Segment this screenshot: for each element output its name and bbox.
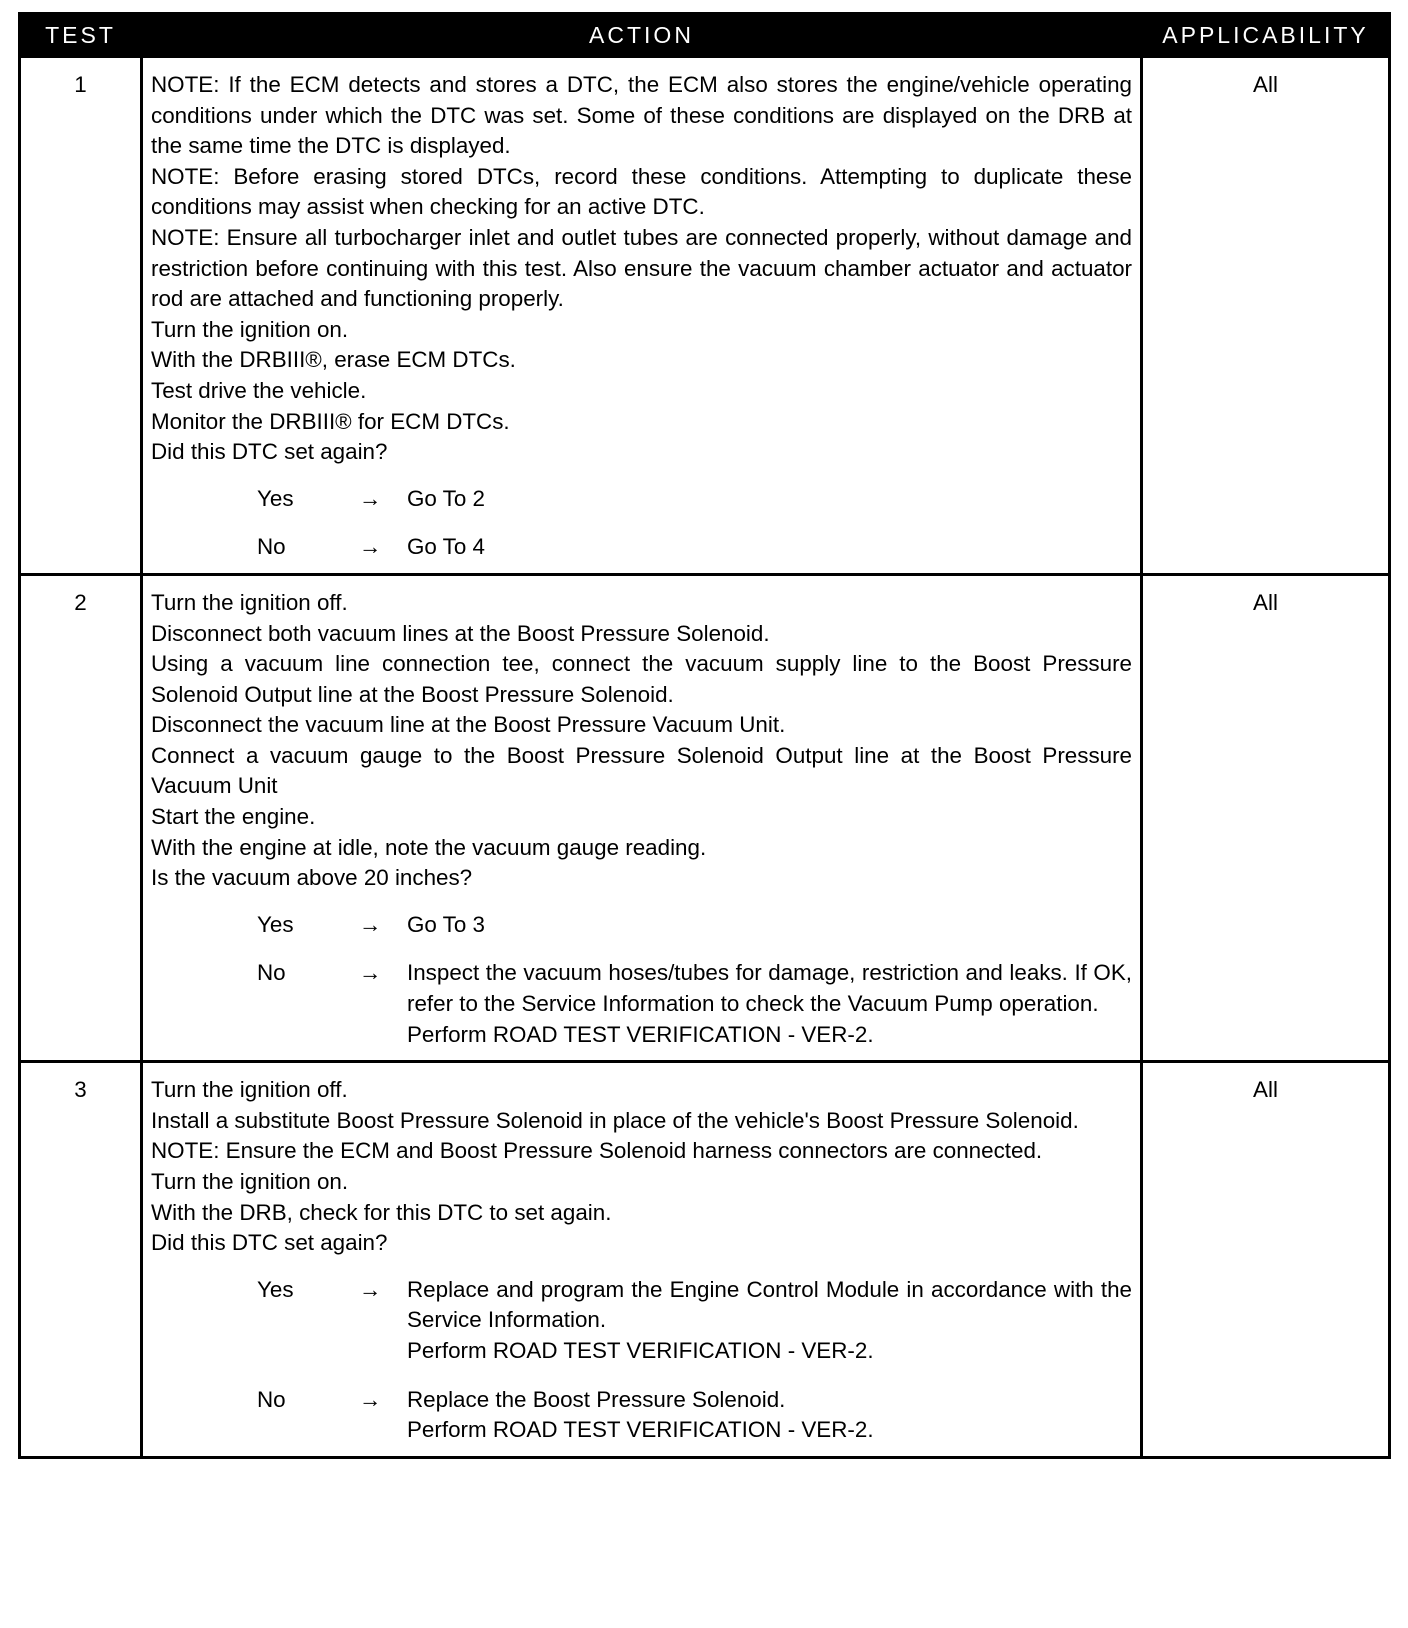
applicability-value: All (1142, 57, 1390, 575)
branch-no (151, 958, 1132, 1050)
action-line: Did this DTC set again? (151, 1230, 388, 1256)
action-line: Turn the ignition off. (151, 1077, 348, 1103)
test-number: 3 (20, 1062, 142, 1458)
branch-yes (151, 910, 1132, 941)
action-line: With the DRB, check for this DTC to set again. (151, 1199, 612, 1225)
action-line: NOTE: Ensure the ECM and Boost Pressure Solenoid harness connectors are connected. (151, 1138, 1043, 1164)
branch-line: Replace and program the Engine Control Module in accordance with the Service Information. (407, 1276, 1132, 1333)
branch-body (407, 1275, 1132, 1367)
test-table (18, 12, 1391, 1459)
action-line: NOTE: Before erasing stored DTCs, record these conditions. Attempting to duplicate these conditions may assist when checking for an active DTC. (151, 163, 1132, 220)
diagnostic-test-table (18, 12, 1388, 1616)
action-line: NOTE: Ensure all turbocharger inlet and outlet tubes are connected properly, without damage and restriction before continuing with this test. Also ensure the vacuum chamber actuator and actuator rod are attached and functioning properly. (151, 224, 1132, 312)
action-line: Turn the ignition on. (151, 316, 349, 342)
header-action: ACTION (142, 14, 1142, 57)
branch-body (407, 910, 1132, 941)
action-line: Turn the ignition on. (151, 1169, 349, 1194)
branch-label: No (257, 960, 286, 986)
branch-label: No (257, 1386, 286, 1412)
action-line: Disconnect the vacuum line at the Boost Pressure Vacuum Unit. (151, 712, 786, 738)
test-number: 1 (20, 57, 142, 575)
arrow-right-icon: → (359, 960, 382, 986)
branch-label: No (257, 534, 286, 560)
action-line: Did this DTC set again? (151, 439, 388, 465)
arrow-right-icon: → (359, 911, 382, 937)
action-line: With the engine at idle, note the vacuum gauge reading. (151, 834, 707, 860)
applicability-value: All (1142, 1062, 1390, 1458)
branch-line: Replace the Boost Pressure Solenoid. (407, 1386, 786, 1412)
branch-line: Perform ROAD TEST VERIFICATION - VER-2. (407, 1337, 874, 1363)
branch-line: Go To 3 (407, 911, 486, 937)
branch-line: Go To 2 (407, 485, 486, 511)
action-line: Turn the ignition off. (151, 589, 348, 615)
arrow-right-icon: → (359, 485, 382, 511)
action-cell (142, 1062, 1142, 1458)
action-line: Monitor the DRBIII® for ECM DTCs. (151, 408, 510, 434)
test-row (20, 57, 1390, 575)
action-line: Test drive the vehicle. (151, 377, 367, 403)
action-line: Disconnect both vacuum lines at the Boost Pressure Solenoid. (151, 620, 770, 646)
test-number: 2 (20, 574, 142, 1061)
branch-yes (151, 484, 1132, 515)
applicability-value: All (1142, 574, 1390, 1061)
action-line: With the DRBIII®, erase ECM DTCs. (151, 347, 516, 373)
action-line: Install a substitute Boost Pressure Solenoid in place of the vehicle's Boost Pressure Solenoid. (151, 1107, 1079, 1133)
branch-label: Yes (257, 1276, 294, 1302)
action-line: Start the engine. (151, 804, 316, 830)
arrow-right-icon: → (359, 1386, 382, 1412)
branch-body (407, 1385, 1132, 1446)
test-row (20, 1062, 1390, 1458)
branch-line: Perform ROAD TEST VERIFICATION - VER-2. (407, 1417, 874, 1443)
branch-body (407, 484, 1132, 515)
branch-body (407, 958, 1132, 1050)
action-line: Connect a vacuum gauge to the Boost Pressure Solenoid Output line at the Boost Pressure Vacuum Unit (151, 742, 1132, 799)
test-row (20, 574, 1390, 1061)
table-body (20, 57, 1390, 1458)
header-test: TEST (20, 14, 142, 57)
branch-label: Yes (257, 911, 294, 937)
header-row (20, 14, 1390, 57)
branch-line: Inspect the vacuum hoses/tubes for damage, restriction and leaks. If OK, refer to the Service Information to check the Vacuum Pump operation. (407, 960, 1132, 1017)
branch-body (407, 532, 1132, 563)
action-line: Is the vacuum above 20 inches? (151, 865, 473, 891)
action-line: Using a vacuum line connection tee, connect the vacuum supply line to the Boost Pressure Solenoid Output line at the Boost Pressure Solenoid. (151, 651, 1132, 707)
branch-line: Go To 4 (407, 534, 486, 560)
branch-label: Yes (257, 485, 294, 511)
action-line: NOTE: If the ECM detects and stores a DTC, the ECM also stores the engine/vehicle operating conditions under which the DTC was set. Some of these conditions are displayed on the DRB at the same time the DTC is displayed. (151, 72, 1132, 159)
branch-no (151, 532, 1132, 563)
action-cell (142, 574, 1142, 1061)
arrow-right-icon: → (359, 1276, 382, 1302)
branch-yes (151, 1275, 1132, 1367)
branch-no (151, 1385, 1132, 1446)
arrow-right-icon: → (359, 534, 382, 560)
branch-line: Perform ROAD TEST VERIFICATION - VER-2. (407, 1021, 874, 1047)
header-applicability: APPLICABILITY (1142, 14, 1390, 57)
action-cell (142, 57, 1142, 575)
